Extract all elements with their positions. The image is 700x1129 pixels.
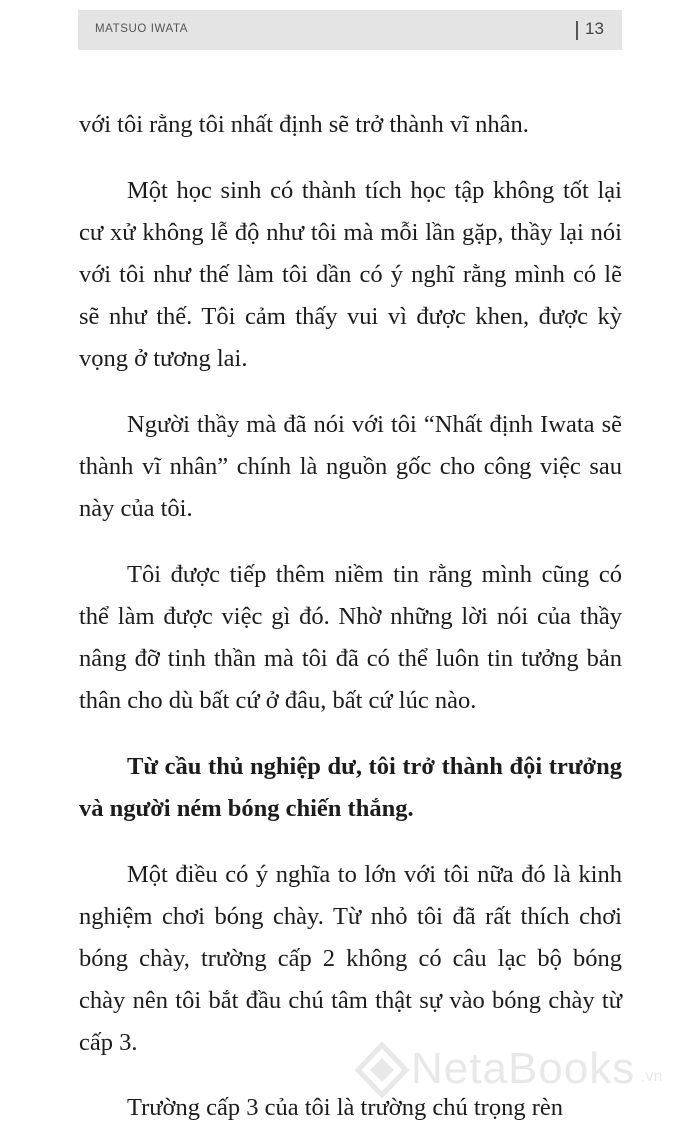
paragraph: Một học sinh có thành tích học tập không tốt lại cư xử không lễ độ như tôi mà mỗi lần gặp, thầy lại nói với tôi như thế làm tôi dần có ý nghĩ rằng mình có lẽ sẽ như thế. Tôi cảm thấy vui vì được khen, được kỳ vọng ở tương lai.	[79, 177, 622, 372]
watermark-brand: NetaBooks	[411, 1044, 636, 1093]
paragraph: Người thầy mà đã nói với tôi “Nhất định Iwata sẽ thành vĩ nhân” chính là nguồn gốc cho công việc sau này của tôi.	[79, 411, 622, 522]
header-divider	[576, 21, 578, 40]
header-author: MATSUO IWATA	[95, 23, 189, 35]
section-heading: Từ cầu thủ nghiệp dư, tôi trở thành đội trưởng và người ném bóng chiến thắng.	[79, 753, 622, 822]
page-number: 13	[585, 19, 604, 38]
paragraph-truncated: Trường cấp 3 của tôi là trường chú trọng rèn	[127, 1094, 563, 1121]
paragraph: Một điều có ý nghĩa to lớn với tôi nữa đó là kinh nghiệm chơi bóng chày. Từ nhỏ tôi đã rất thích chơi bóng chày, trường cấp 2 không có câu lạc bộ bóng chày nên tôi bắt đầu chú tâm thật sự vào bóng chày từ cấp 3.	[79, 861, 622, 1056]
paragraph-continuation: với tôi rằng tôi nhất định sẽ trở thành vĩ nhân.	[79, 111, 529, 138]
page-body	[79, 104, 622, 1129]
running-header	[78, 10, 622, 50]
paragraph: Tôi được tiếp thêm niềm tin rằng mình cũng có thể làm được việc gì đó. Nhờ những lời nói của thầy nâng đỡ tinh thần mà tôi đã có thể luôn tin tưởng bản thân cho dù bất cứ ở đâu, bất cứ lúc nào.	[79, 561, 622, 714]
watermark-domain: .vn	[641, 1068, 663, 1085]
